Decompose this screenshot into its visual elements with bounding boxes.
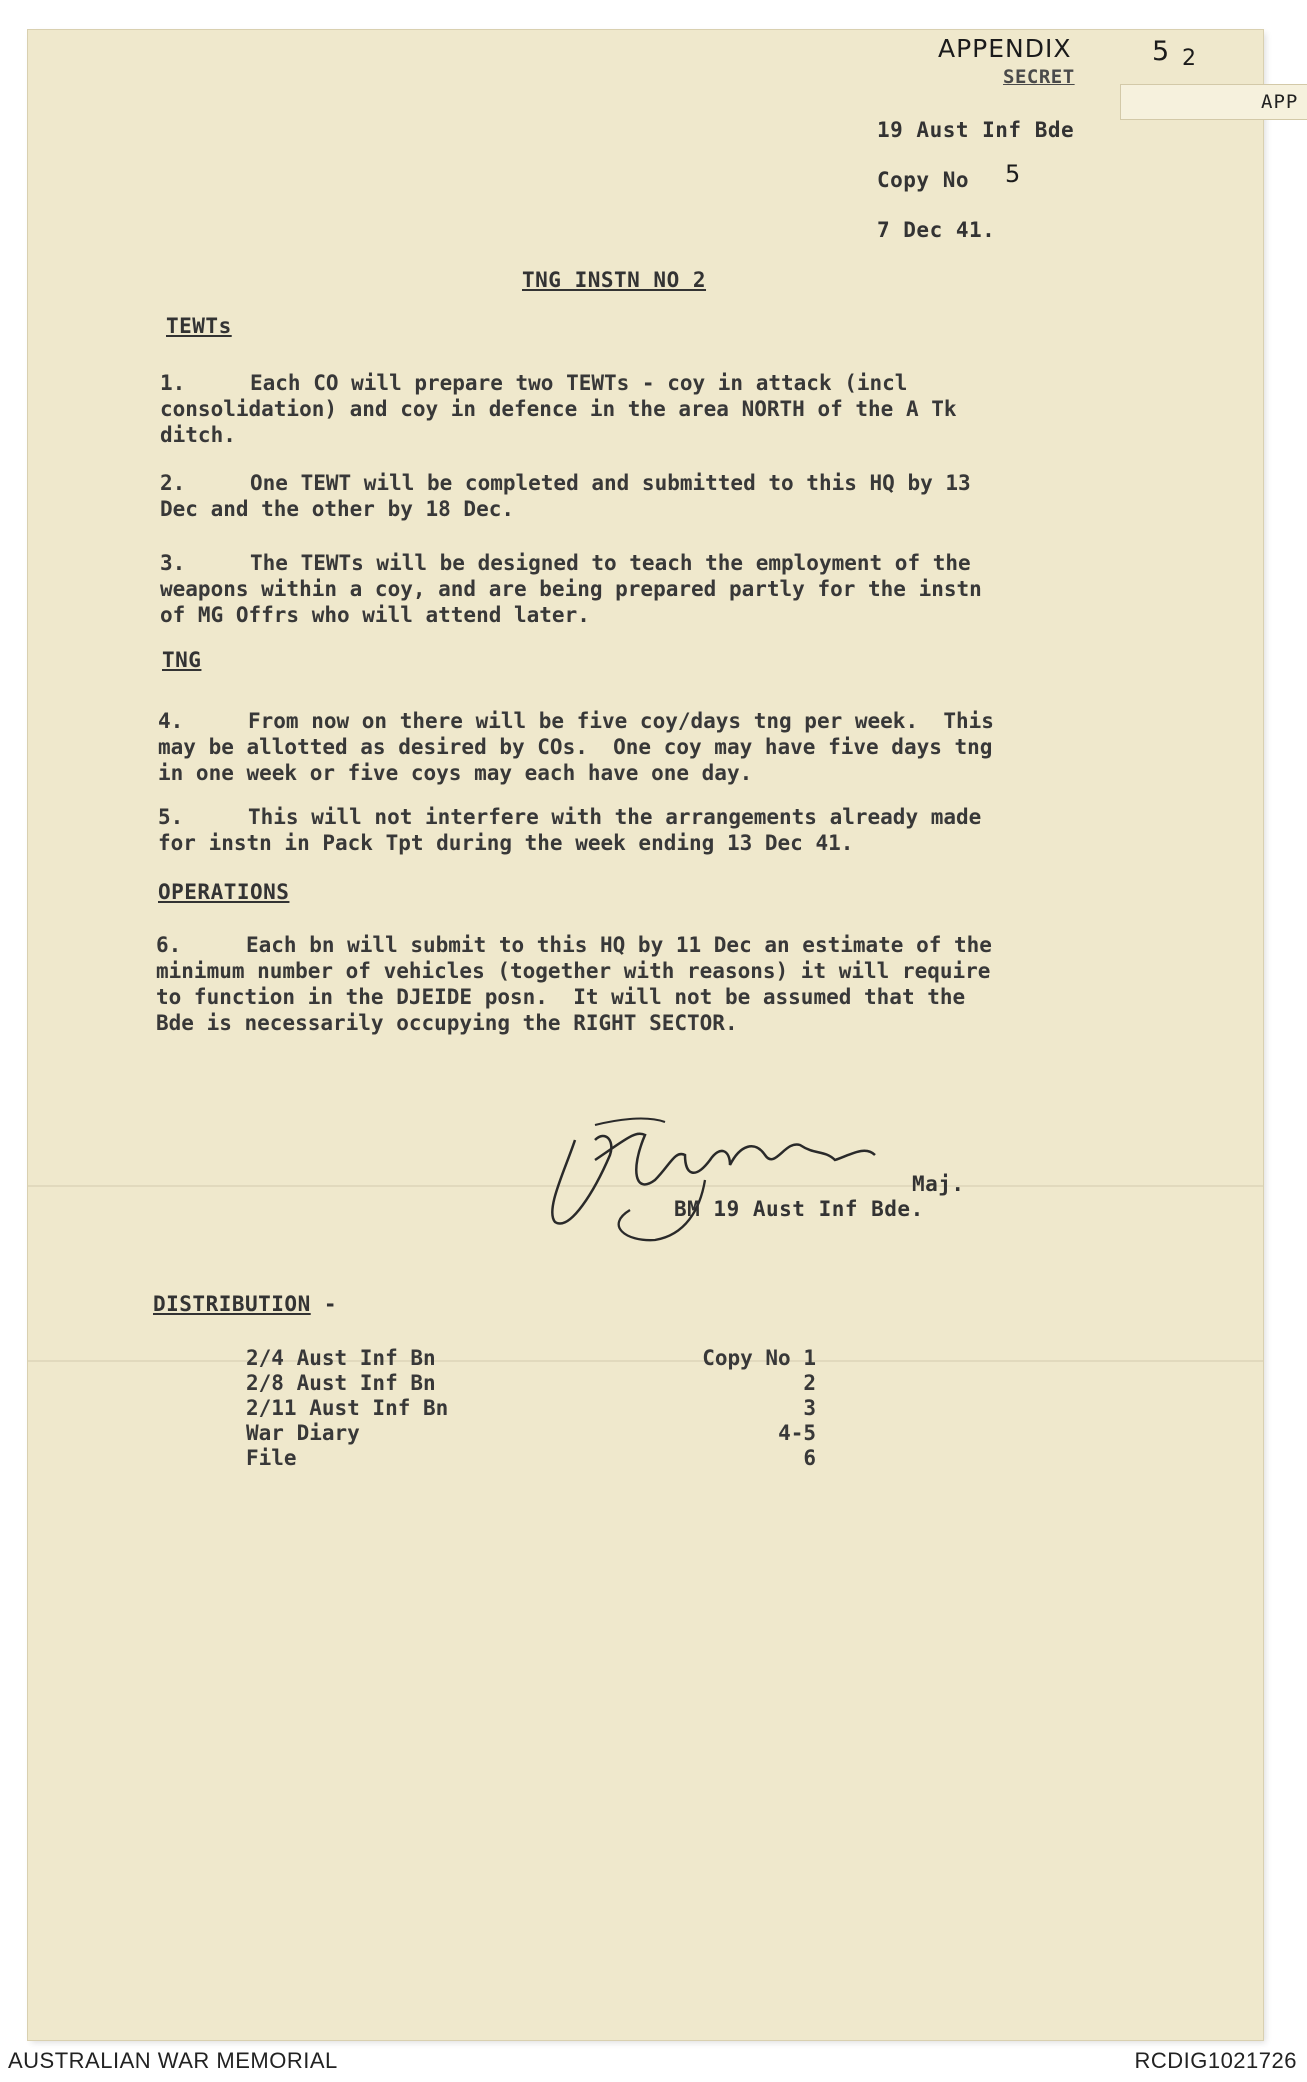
footer-archive-name: AUSTRALIAN WAR MEMORIAL bbox=[8, 2048, 338, 2073]
distribution-copy: 3 bbox=[803, 1396, 816, 1420]
appendix-tab bbox=[1120, 84, 1307, 120]
copy-no-value: 5 bbox=[1005, 160, 1021, 188]
unit-name: 19 Aust Inf Bde bbox=[877, 118, 1075, 142]
document-title: TNG INSTN NO 2 bbox=[522, 268, 707, 292]
paper-fold-line bbox=[28, 1360, 1263, 1362]
paragraph-4 bbox=[158, 708, 1178, 786]
distribution-unit: 2/8 Aust Inf Bn bbox=[246, 1371, 436, 1395]
paragraph-number: 3. bbox=[160, 551, 186, 575]
distribution-copy: 4-5 bbox=[778, 1421, 816, 1445]
handwritten-signature bbox=[535, 1100, 895, 1250]
distribution-unit: 2/4 Aust Inf Bn bbox=[246, 1346, 436, 1370]
paragraph-number: 5. bbox=[158, 805, 184, 829]
copy-no-label: Copy No bbox=[877, 168, 970, 192]
distribution-heading: DISTRIBUTION bbox=[153, 1292, 311, 1316]
paragraph-text: Each CO will prepare two TEWTs - coy in attack (incl consolidation) and coy in defence in the area NORTH of the A Tk ditch. bbox=[160, 371, 957, 447]
section-heading-tewts: TEWTs bbox=[166, 314, 232, 338]
paragraph-2 bbox=[160, 470, 1180, 522]
paragraph-6 bbox=[156, 932, 1176, 1036]
appendix-number-alt: 2 bbox=[1182, 46, 1197, 71]
document-date: 7 Dec 41. bbox=[877, 218, 996, 242]
paragraph-1 bbox=[160, 370, 1180, 448]
signature-appointment: BM 19 Aust Inf Bde. bbox=[674, 1197, 924, 1221]
distribution-heading-suffix: - bbox=[323, 1292, 338, 1316]
distribution-copy: 6 bbox=[803, 1446, 816, 1470]
paragraph-text: This will not interfere with the arrangements already made for instn in Pack Tpt during the week ending 13 Dec 41. bbox=[158, 805, 982, 855]
paragraph-number: 6. bbox=[156, 933, 182, 957]
paragraph-text: From now on there will be five coy/days tng per week. This may be allotted as desired by COs. One coy may have five days tng in one week or five coys may each have one day. bbox=[158, 709, 994, 785]
paragraph-text: The TEWTs will be designed to teach the employment of the weapons within a coy, and are being prepared partly for the instn of MG Offrs who will attend later. bbox=[160, 551, 982, 627]
footer-record-id: RCDIG1021726 bbox=[1134, 2048, 1297, 2073]
signature-rank: Maj. bbox=[912, 1172, 965, 1196]
distribution-unit: File bbox=[246, 1446, 297, 1470]
appendix-number: 5 bbox=[1152, 36, 1170, 67]
appendix-tab-label: APP bbox=[1261, 91, 1299, 113]
appendix-label: APPENDIX bbox=[938, 34, 1072, 63]
classification-label: SECRET bbox=[1003, 66, 1075, 88]
distribution-copy: Copy No 1 bbox=[702, 1346, 816, 1370]
section-heading-operations: OPERATIONS bbox=[158, 880, 290, 904]
distribution-heading-line bbox=[153, 1292, 337, 1316]
paragraph-text: One TEWT will be completed and submitted to this HQ by 13 Dec and the other by 18 Dec. bbox=[160, 471, 971, 521]
paragraph-number: 1. bbox=[160, 371, 186, 395]
paragraph-number: 4. bbox=[158, 709, 184, 733]
paragraph-3 bbox=[160, 550, 1180, 628]
section-heading-tng: TNG bbox=[162, 648, 202, 672]
paragraph-5 bbox=[158, 804, 1178, 856]
paragraph-text: Each bn will submit to this HQ by 11 Dec an estimate of the minimum number of vehicles (together with reasons) it will require to function in the DJEIDE posn. It will not be assumed that the Bde is necessarily occupying the RIGHT SECTOR. bbox=[156, 933, 992, 1035]
distribution-copy: 2 bbox=[803, 1371, 816, 1395]
distribution-unit: 2/11 Aust Inf Bn bbox=[246, 1396, 449, 1420]
distribution-unit: War Diary bbox=[246, 1421, 360, 1445]
paragraph-number: 2. bbox=[160, 471, 186, 495]
